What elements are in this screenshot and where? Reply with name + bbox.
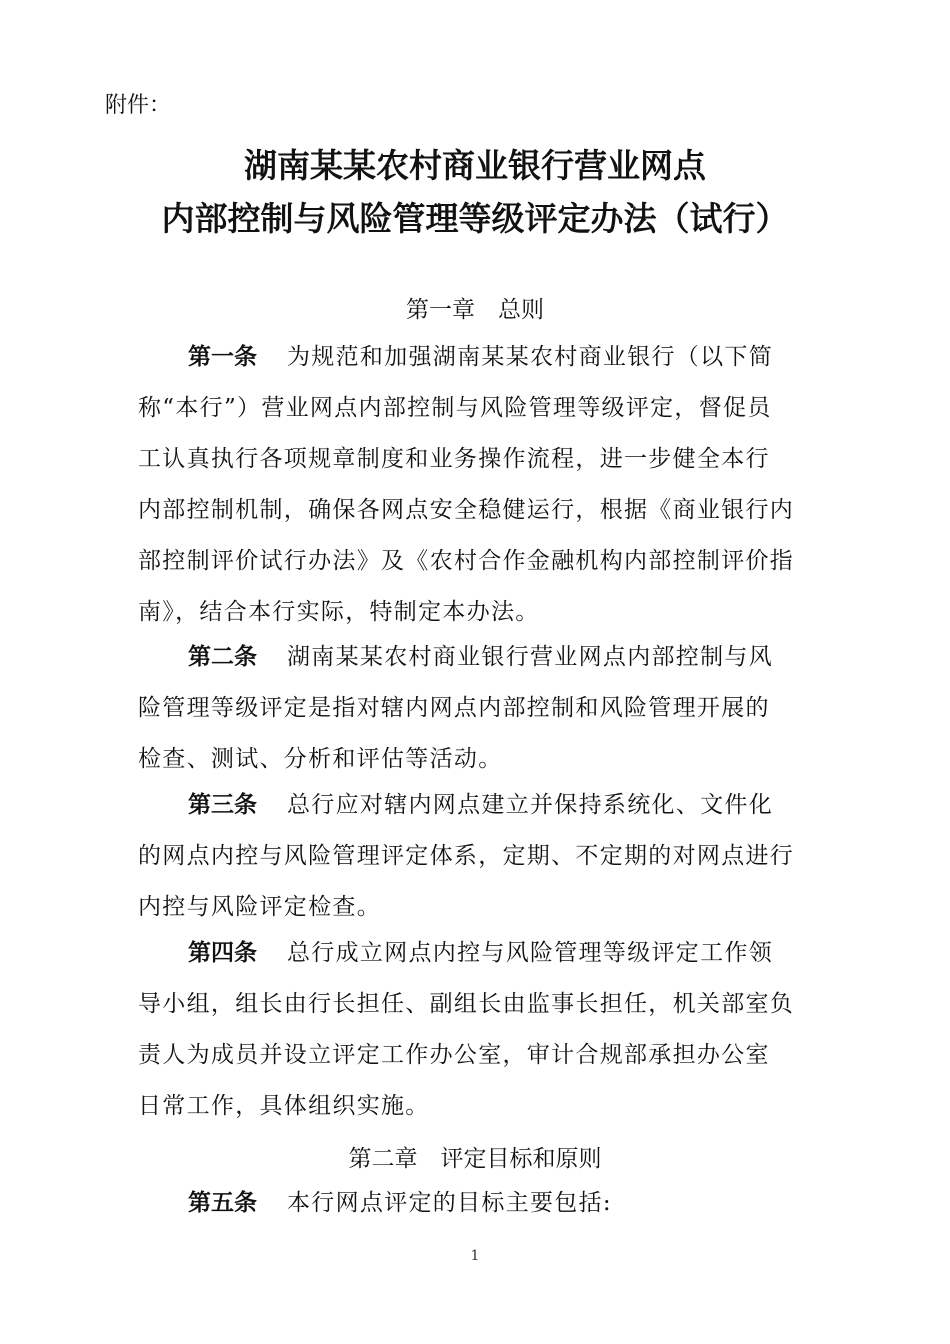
article-line: 部控制评价试行办法》及《农村合作金融机构内部控制评价指 [138,548,795,574]
article-line: 内部控制机制，确保各网点安全稳健运行，根据《商业银行内 [138,497,795,523]
article-line: 工认真执行各项规章制度和业务操作流程，进一步健全本行 [138,446,770,472]
article-5 [138,1178,814,1229]
article-1 [138,332,814,638]
article-3-line-1 [138,780,814,831]
article-label: 第三条 [188,792,257,818]
article-line: 日常工作，具体组织实施。 [138,1093,430,1119]
article-line: 责人为成员并设立评定工作办公室，审计合规部承担办公室 [138,1042,770,1068]
article-text: 总行成立网点内控与风险管理等级评定工作领 [287,940,773,966]
attachment-label: 附件： [105,93,172,118]
article-line: 险管理等级评定是指对辖内网点内部控制和风险管理开展的 [138,695,770,721]
article-4-line-1 [138,928,814,979]
article-line: 导小组，组长由行长担任、副组长由监事长担任，机关部室负 [138,991,795,1017]
article-3 [138,780,814,933]
article-line: 南》，结合本行实际，特制定本办法。 [138,599,540,625]
document-title-line-1: 湖南某某农村商业银行营业网点 [244,146,706,185]
article-2-line-1 [138,632,814,683]
document-title-line-2: 内部控制与风险管理等级评定办法（试行） [161,199,789,238]
article-5-line-1 [138,1178,814,1229]
article-4 [138,928,814,1132]
article-label: 第五条 [188,1190,257,1216]
article-text: 本行网点评定的目标主要包括: [287,1190,612,1216]
article-label: 第四条 [188,940,257,966]
article-1-line-1 [138,332,814,383]
article-2 [138,632,814,785]
chapter-heading: 第一章 总则 [406,297,544,323]
article-label: 第一条 [188,344,257,370]
article-text: 湖南某某农村商业银行营业网点内部控制与风 [287,644,773,670]
article-label: 第二条 [188,644,257,670]
chapter-heading: 第二章 评定目标和原则 [348,1146,602,1172]
article-line: 内控与风险评定检查。 [138,894,381,920]
article-text: 为规范和加强湖南某某农村商业银行（以下简 [287,344,773,370]
article-line: 检查、测试、分析和评估等活动。 [138,746,503,772]
page-number: 1 [470,1248,480,1264]
article-line: 称“本行”）营业网点内部控制与风险管理等级评定，督促员 [138,395,772,421]
article-text: 总行应对辖内网点建立并保持系统化、文件化 [287,792,773,818]
article-line: 的网点内控与风险管理评定体系，定期、不定期的对网点进行 [138,843,795,869]
